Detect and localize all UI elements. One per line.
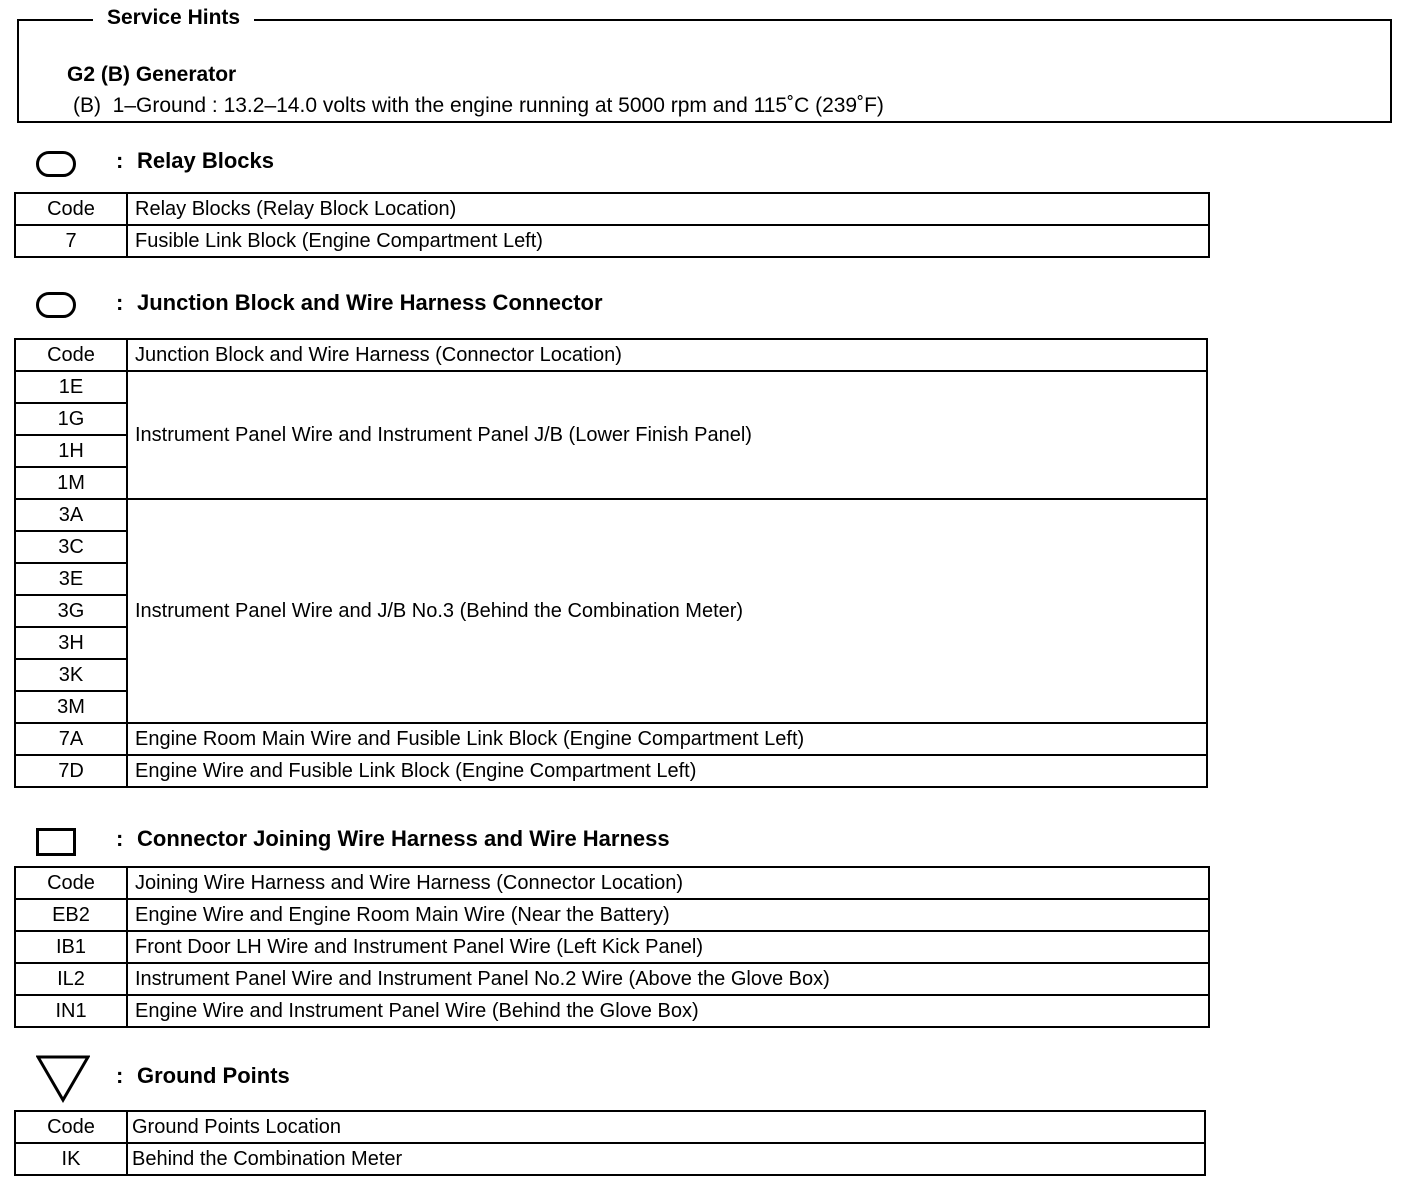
table-row <box>15 723 1207 755</box>
table-header-row <box>15 867 1209 899</box>
table-row <box>15 1143 1205 1175</box>
table-row <box>15 225 1209 257</box>
ground-points-title: Ground Points <box>137 1063 290 1088</box>
table-row <box>15 931 1209 963</box>
code-cell: 7D <box>15 755 127 787</box>
code-cell: 1M <box>15 467 127 499</box>
table-row <box>15 499 1207 531</box>
code-cell: 1E <box>15 371 127 403</box>
relay-blocks-table <box>14 192 1210 258</box>
code-cell: 1H <box>15 435 127 467</box>
oval-icon <box>36 292 76 318</box>
connectors-title: Connector Joining Wire Harness and Wire Harness <box>137 826 670 851</box>
ground-points-table <box>14 1110 1206 1176</box>
relay-blocks-title: Relay Blocks <box>137 148 274 173</box>
table-row <box>15 371 1207 403</box>
triangle-icon <box>36 1055 90 1103</box>
desc-cell: Engine Wire and Instrument Panel Wire (Behind the Glove Box) <box>127 995 1209 1027</box>
heading-colon: : <box>116 826 124 851</box>
code-cell: 3A <box>15 499 127 531</box>
desc-cell: Front Door LH Wire and Instrument Panel Wire (Left Kick Panel) <box>127 931 1209 963</box>
code-header: Code <box>15 339 127 371</box>
connectors-table <box>14 866 1210 1028</box>
table-row <box>15 899 1209 931</box>
desc-cell: Engine Room Main Wire and Fusible Link Block (Engine Compartment Left) <box>127 723 1207 755</box>
code-cell: EB2 <box>15 899 127 931</box>
desc-header: Relay Blocks (Relay Block Location) <box>127 193 1209 225</box>
heading-colon: : <box>116 290 124 315</box>
code-cell: IL2 <box>15 963 127 995</box>
code-cell: 7 <box>15 225 127 257</box>
code-cell: 3E <box>15 563 127 595</box>
table-row <box>15 755 1207 787</box>
table-header-row <box>15 1111 1205 1143</box>
code-cell: 3H <box>15 627 127 659</box>
table-row <box>15 963 1209 995</box>
code-cell: 3G <box>15 595 127 627</box>
desc-header: Ground Points Location <box>127 1111 1205 1143</box>
junction-blocks-title: Junction Block and Wire Harness Connector <box>137 290 603 315</box>
desc-cell: Behind the Combination Meter <box>127 1143 1205 1175</box>
heading-colon: : <box>116 148 124 173</box>
rectangle-icon <box>36 828 76 856</box>
desc-header: Junction Block and Wire Harness (Connector Location) <box>127 339 1207 371</box>
code-cell: 3K <box>15 659 127 691</box>
desc-cell: Instrument Panel Wire and Instrument Panel J/B (Lower Finish Panel) <box>127 371 1207 499</box>
table-header-row <box>15 193 1209 225</box>
code-cell: 3M <box>15 691 127 723</box>
code-cell: 7A <box>15 723 127 755</box>
code-header: Code <box>15 193 127 225</box>
code-header: Code <box>15 1111 127 1143</box>
table-header-row <box>15 339 1207 371</box>
code-cell: IK <box>15 1143 127 1175</box>
heading-colon: : <box>116 1063 124 1088</box>
code-cell: 1G <box>15 403 127 435</box>
desc-cell: Instrument Panel Wire and Instrument Panel No.2 Wire (Above the Glove Box) <box>127 963 1209 995</box>
table-row <box>15 995 1209 1027</box>
code-cell: 3C <box>15 531 127 563</box>
code-cell: IB1 <box>15 931 127 963</box>
service-hints-title: Service Hints <box>93 6 254 30</box>
desc-cell: Instrument Panel Wire and J/B No.3 (Behind the Combination Meter) <box>127 499 1207 723</box>
desc-cell: Fusible Link Block (Engine Compartment Left) <box>127 225 1209 257</box>
code-cell: IN1 <box>15 995 127 1027</box>
hint-heading: G2 (B) Generator <box>67 63 237 86</box>
code-header: Code <box>15 867 127 899</box>
oval-icon <box>36 151 76 177</box>
junction-blocks-table <box>14 338 1208 788</box>
service-hints-box <box>17 19 1392 123</box>
hint-line: (B) 1–Ground : 13.2–14.0 volts with the engine running at 5000 rpm and 115˚C (239˚F) <box>73 94 884 117</box>
desc-cell: Engine Wire and Fusible Link Block (Engine Compartment Left) <box>127 755 1207 787</box>
desc-header: Joining Wire Harness and Wire Harness (Connector Location) <box>127 867 1209 899</box>
desc-cell: Engine Wire and Engine Room Main Wire (Near the Battery) <box>127 899 1209 931</box>
